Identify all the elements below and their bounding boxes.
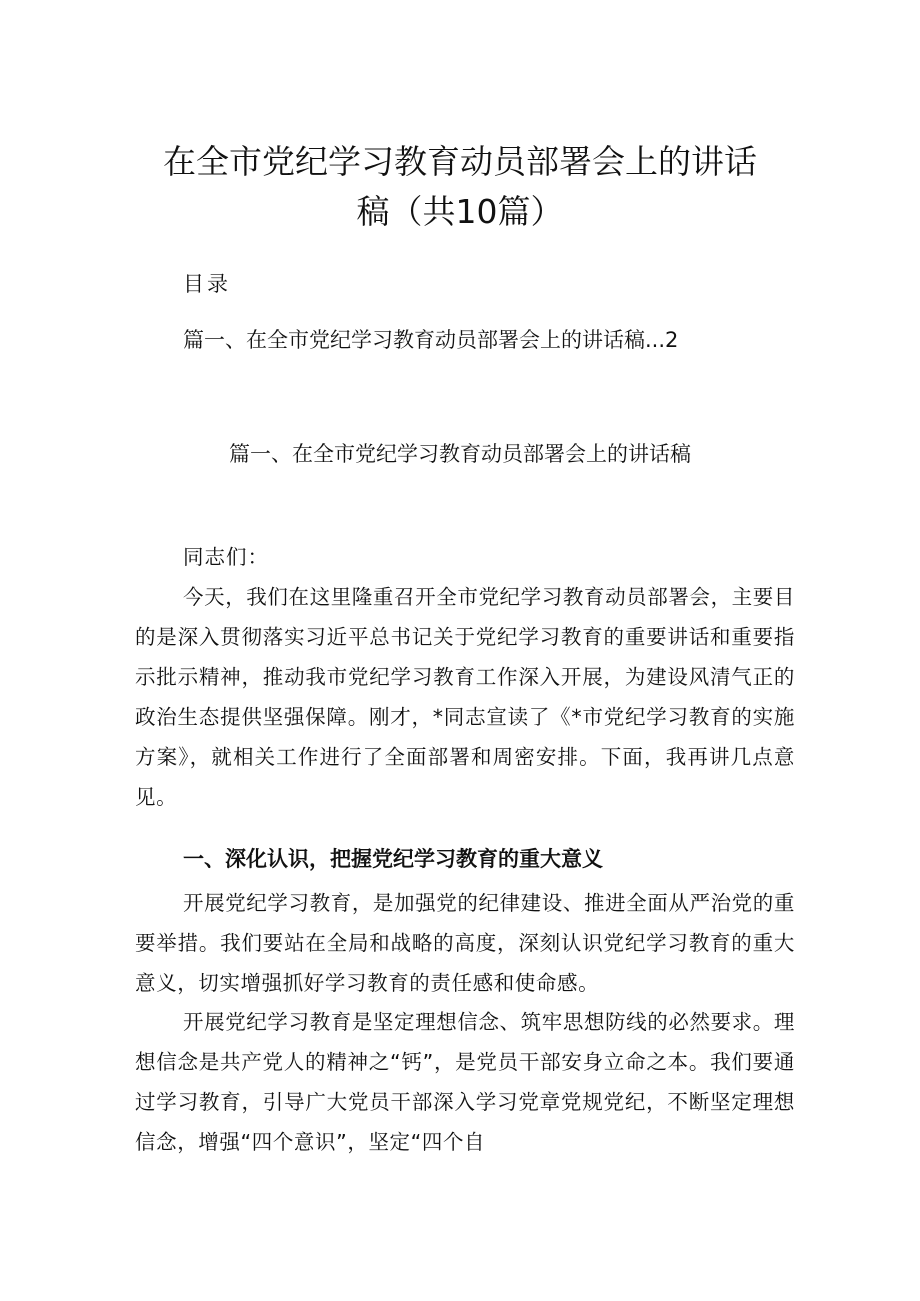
section-heading-1: 一、深化认识，把握党纪学习教育的重大意义 — [183, 847, 603, 871]
paragraph-2: 开展党纪学习教育，是加强党的纪律建设、推进全面从严治党的重要举措。我们要站在全局和战略的高度，深刻认识党纪学习教育的重大意义，切实增强抓好学习教育的责任感和使命感。 — [135, 891, 795, 995]
section-title: 篇一、在全市党纪学习教育动员部署会上的讲话稿 — [229, 442, 691, 466]
toc-label: 目录 — [183, 272, 231, 296]
greeting: 同志们： — [183, 545, 269, 569]
paragraph-1: 今天，我们在这里隆重召开全市党纪学习教育动员部署会，主要目的是深入贯彻落实习近平总书记关于党纪学习教育的重要讲话和重要指示批示精神，推动我市党纪学习教育工作深入开展，为建设风清气正的政治生态提供坚强保障。刚才，*同志宣读了《*市党纪学习教育的实施方案》，就相关工作进行了全面部署和周密安排。下面，我再讲几点意见。 — [135, 585, 795, 809]
paragraph-2-block — [135, 883, 795, 1003]
document-title-line1: 在全市党纪学习教育动员部署会上的讲话 — [163, 142, 757, 181]
paragraph-3-block — [135, 1002, 795, 1162]
paragraph-1-block — [135, 577, 795, 817]
document-title-line2: 稿（共10篇） — [356, 192, 564, 231]
toc-item[interactable]: 篇一、在全市党纪学习教育动员部署会上的讲话稿...2 — [183, 328, 679, 352]
paragraph-3: 开展党纪学习教育是坚定理想信念、筑牢思想防线的必然要求。理想信念是共产党人的精神之“钙”，是党员干部安身立命之本。我们要通过学习教育，引导广大党员干部深入学习党章党规党纪，不断坚定理想信念，增强“四个意识”，坚定“四个自 — [135, 1010, 795, 1154]
